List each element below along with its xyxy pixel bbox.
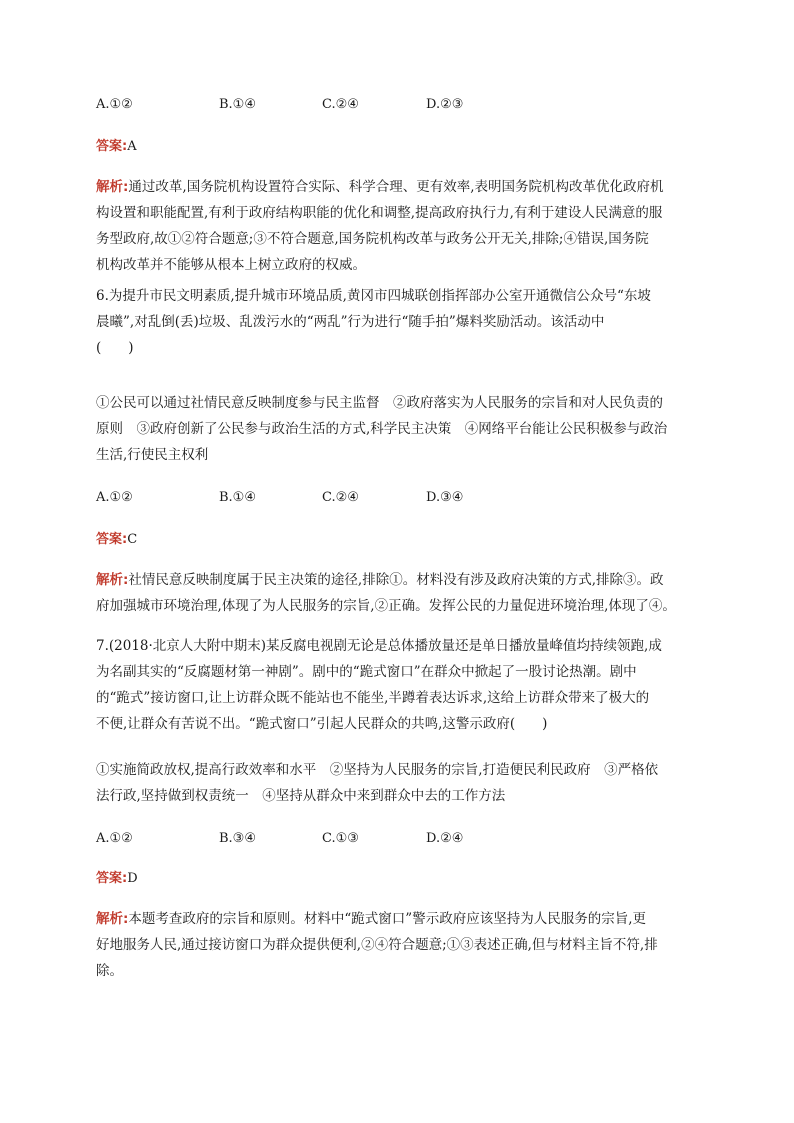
q7-analysis-line: 好地服务人民,通过接访窗口为群众提供便利,②④符合题意;①③表述正确,但与材料主旨不符,排 [96,937,658,953]
q5-options [96,95,696,115]
q5-answer [96,137,137,157]
q6-answer [96,530,137,550]
q7-analysis-label: 解析: [96,911,129,927]
q6-statement-line: 原则 ③政府创新了公民参与政治生活的方式,科学民主决策 ④网络平台能让公民积极参与政治 [96,421,668,437]
q7-statement-line: ①实施简政放权,提高行政效率和水平 ②坚持为人民服务的宗旨,打造便民利民政府 ③严格依 [96,762,659,778]
q7-answer-value: D [127,871,138,886]
q7-option-c: C.①③ [322,831,359,846]
q7-statement-line: 法行政,坚持做到权责统一 ④坚持从群众中来到群众中去的工作方法 [96,788,506,804]
q5-option-c: C.②④ [322,97,359,112]
q7-stem-line: 7.(2018·北京人大附中期末)某反腐电视剧无论是总体播放量还是单日播放量峰值均持续领跑,成 [96,638,662,654]
q6-analysis-line: 府加强城市环境治理,体现了为人民服务的宗旨,②正确。发挥公民的力量促进环境治理,体现了④。 [96,598,676,614]
q6-analysis-label: 解析: [96,572,129,588]
q6-statements [96,390,706,468]
q7-option-a: A.①② [96,831,133,846]
q7-stem-line: 的“跪式”接访窗口,让上访群众既不能站也不能坐,半蹲着表达诉求,这给上访群众带来了极大的 [96,690,650,706]
q5-option-b: B.①④ [219,97,256,112]
q6-option-c: C.②④ [322,490,359,505]
q7-answer [96,869,138,889]
q5-option-d: D.②③ [426,97,464,112]
q6-option-b: B.①④ [219,490,256,505]
q5-analysis [96,174,706,278]
q7-stem-line: 不便,让群众有苦说不出。“跪式窗口”引起人民群众的共鸣,这警示政府( ) [96,716,548,732]
q6-answer-value: C [127,532,138,547]
q5-answer-label: 答案: [96,139,128,154]
q7-option-d: D.②④ [426,831,464,846]
q5-analysis-line: 机构改革并不能够从根本上树立政府的权威。 [96,257,366,273]
q5-option-a: A.①② [96,97,133,112]
q7-stem-line: 为名副其实的“反腐题材第一神剧”。剧中的“跪式窗口”在群众中掀起了一股讨论热潮。剧中 [96,664,637,680]
q6-statement-line: ①公民可以通过社情民意反映制度参与民主监督 ②政府落实为人民服务的宗旨和对人民负责的 [96,395,663,411]
q6-analysis-line: 社情民意反映制度属于民主决策的途径,排除①。材料没有涉及政府决策的方式,排除③。政 [128,572,664,588]
q7-options [96,829,696,849]
q7-analysis-line: 除。 [96,963,123,979]
q5-analysis-line: 务型政府,故①②符合题意;③不符合题意,国务院机构改革与政务公开无关,排除;④错误,国务院 [96,231,649,247]
q6-analysis [96,567,706,619]
q6-option-d: D.③④ [426,490,464,505]
q7-stem [96,633,706,737]
q5-analysis-line: 通过改革,国务院机构设置符合实际、科学合理、更有效率,表明国务院机构改革优化政府机 [128,179,664,195]
q6-option-a: A.①② [96,490,133,505]
q7-analysis [96,906,706,984]
q5-answer-value: A [127,139,137,154]
q7-answer-label: 答案: [96,871,128,886]
q6-answer-label: 答案: [96,532,128,547]
q6-stem-line: 晨曦”,对乱倒(丢)垃圾、乱泼污水的“两乱”行为进行“随手拍”爆料奖励活动。该活动中 [96,314,605,330]
q5-analysis-label: 解析: [96,179,129,195]
q6-stem-line: ( ) [96,340,134,356]
q7-option-b: B.③④ [219,831,256,846]
q6-statement-line: 生活,行使民主权利 [96,447,209,463]
q6-stem-line: 6.为提升市民文明素质,提升城市环境品质,黄冈市四城联创指挥部办公室开通微信公众号“东坡 [96,288,651,304]
q6-options [96,488,696,508]
q5-analysis-line: 构设置和职能配置,有利于政府结构职能的优化和调整,提高政府执行力,有利于建设人民满意的服 [96,205,663,221]
q7-analysis-line: 本题考查政府的宗旨和原则。材料中“跪式窗口”警示政府应该坚持为人民服务的宗旨,更 [128,911,646,927]
q6-stem [96,283,706,361]
q7-statements [96,757,706,809]
